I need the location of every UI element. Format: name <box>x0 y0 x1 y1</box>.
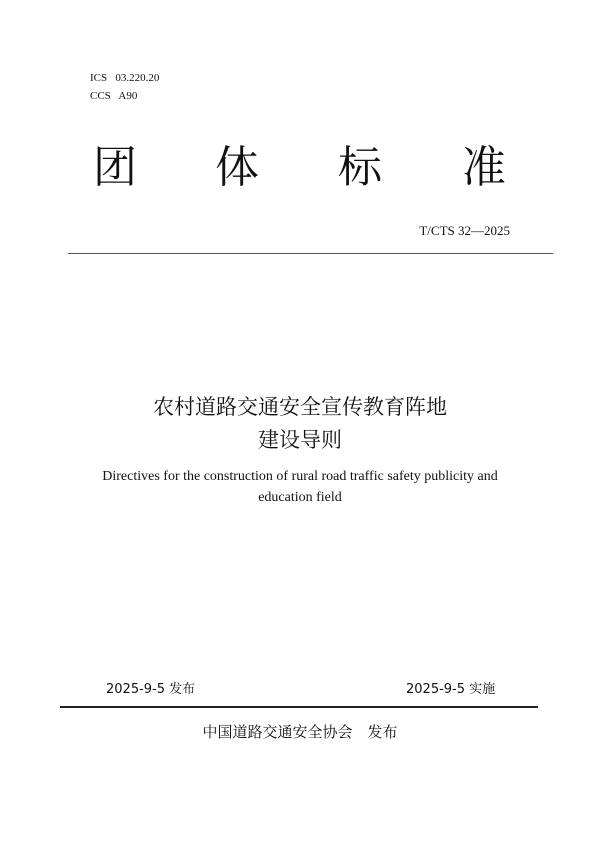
ccs-code: CCS A90 <box>90 90 138 102</box>
divider <box>68 253 553 254</box>
implement-date: 2025-9-5 实施 <box>406 682 496 697</box>
ics-code: ICS 03.220.20 <box>90 72 160 84</box>
publish-date: 2025-9-5 发布 <box>106 682 196 697</box>
divider <box>60 706 538 708</box>
standard-number: T/CTS 32—2025 <box>419 223 510 238</box>
title-en-line1: Directives for the construction of rural road traffic safety publicity and <box>102 469 498 484</box>
title-cn-line1: 农村道路交通安全宣传教育阵地 <box>153 395 447 419</box>
category-char: 标 <box>338 142 382 193</box>
category-char: 团 <box>93 142 137 193</box>
category-char: 准 <box>462 142 506 193</box>
title-cn-line2: 建设导则 <box>258 428 342 452</box>
publisher: 中国道路交通安全协会 发布 <box>202 723 398 741</box>
title-en-line2: education field <box>258 490 342 505</box>
category-char: 体 <box>215 142 259 193</box>
